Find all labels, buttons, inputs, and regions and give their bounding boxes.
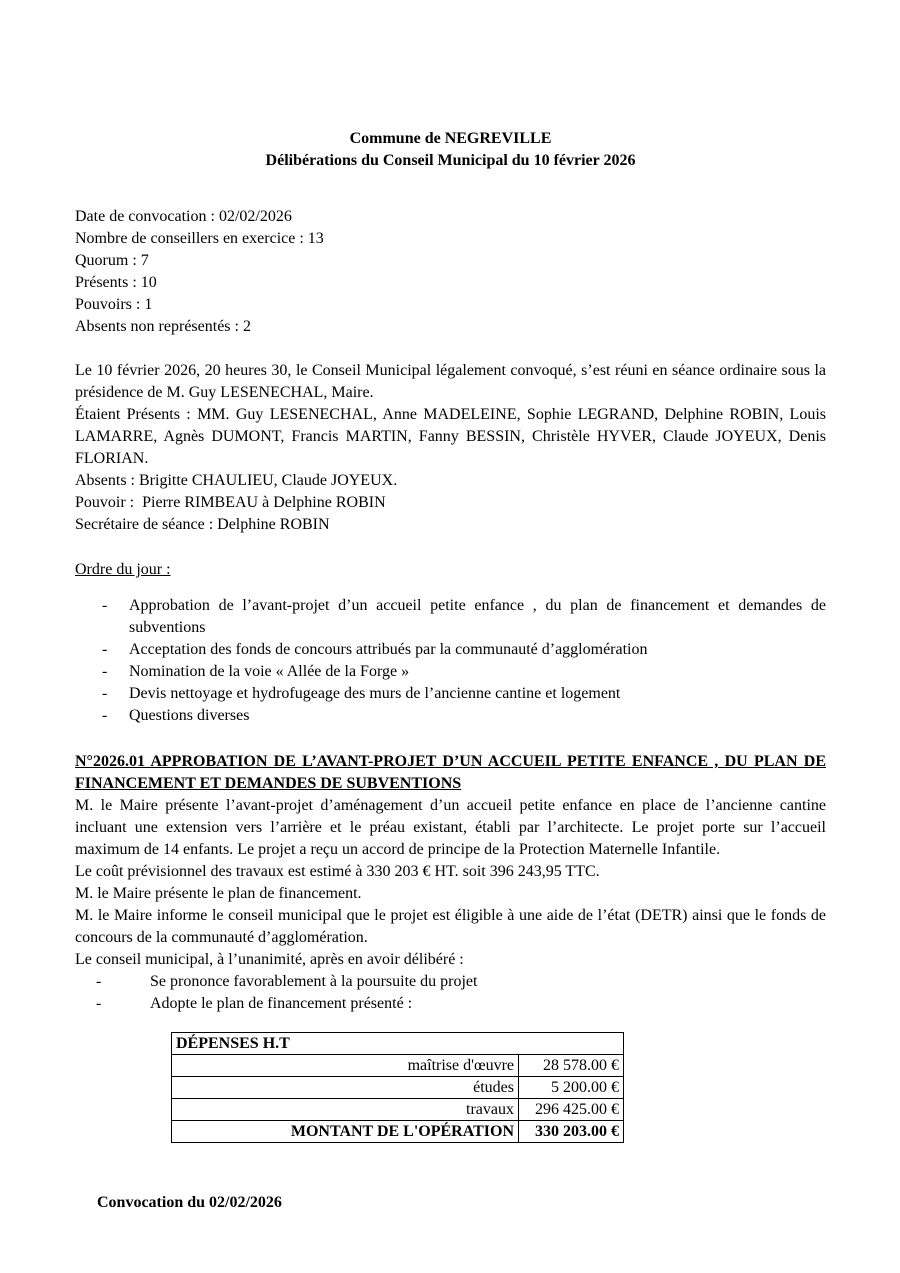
table-header-cell: DÉPENSES H.T xyxy=(172,1033,624,1055)
commune-title: Commune de NEGREVILLE xyxy=(349,130,552,147)
deliberation-paragraph: Le conseil municipal, à l’unanimité, après en avoir délibéré : xyxy=(75,951,464,968)
agenda-item xyxy=(75,639,826,661)
page-footer: Convocation du 02/02/2026 xyxy=(97,1194,282,1211)
agenda-list xyxy=(75,595,826,727)
deliberation-paragraph: M. le Maire présente le plan de financement. xyxy=(75,885,362,902)
deliberation-section xyxy=(75,751,826,1015)
expense-label: maîtrise d'œuvre xyxy=(172,1055,519,1077)
agenda-item xyxy=(75,595,826,639)
intro-seance: Le 10 février 2026, 20 heures 30, le Conseil Municipal légalement convoqué, s’est réuni en séance ordinaire sous la présidence de M. Guy LESENECHAL, Maire. xyxy=(75,362,826,401)
agenda-item-text: Approbation de l’avant-projet d’un accueil petite enfance , du plan de financement et demandes de subventions xyxy=(129,597,826,636)
meta-convocation-date: Date de convocation : 02/02/2026 xyxy=(75,208,292,225)
decision-item-text: Adopte le plan de financement présenté : xyxy=(150,995,413,1012)
agenda-item xyxy=(75,661,826,683)
intro-pouvoir: Pouvoir : Pierre RIMBEAU à Delphine ROBIN xyxy=(75,494,386,511)
meta-pouvoirs: Pouvoirs : 1 xyxy=(75,296,153,313)
decision-list xyxy=(75,971,826,1015)
decision-item xyxy=(75,993,826,1015)
table-row xyxy=(172,1055,624,1077)
bullet-dash: - xyxy=(102,685,108,702)
deliberation-paragraph: Le coût prévisionnel des travaux est estimé à 330 203 € HT. soit 396 243,95 TTC. xyxy=(75,863,600,880)
meta-conseillers-count: Nombre de conseillers en exercice : 13 xyxy=(75,230,324,247)
agenda-section xyxy=(75,559,826,727)
agenda-title: Ordre du jour : xyxy=(75,561,171,578)
expense-amount: 5 200.00 € xyxy=(519,1077,624,1099)
bullet-dash: - xyxy=(96,973,102,990)
total-label: MONTANT DE L'OPÉRATION xyxy=(172,1121,519,1143)
deliberation-paragraph: M. le Maire présente l’avant-projet d’aménagement d’un accueil petite enfance en place de l’ancienne cantine incluant une extension vers l’arrière et le préau existant, établi par l’architecte. Le projet porte sur l’accueil maximum de 14 enfants. Le projet a reçu un accord de principe de la Protection Maternelle Infantile. xyxy=(75,797,826,858)
intro-secretaire: Secrétaire de séance : Delphine ROBIN xyxy=(75,516,330,533)
expense-label: études xyxy=(172,1077,519,1099)
bullet-dash: - xyxy=(102,663,108,680)
intro-presents: Étaient Présents : MM. Guy LESENECHAL, Anne MADELEINE, Sophie LEGRAND, Delphine ROBIN, Louis LAMARRE, Agnès DUMONT, Francis MARTIN, Fanny BESSIN, Christèle HYVER, Claude JOYEUX, Denis FLORIAN. xyxy=(75,406,826,467)
table-row xyxy=(172,1099,624,1121)
table-row xyxy=(172,1077,624,1099)
decision-item xyxy=(75,971,826,993)
document-header xyxy=(75,128,826,172)
expense-amount: 296 425.00 € xyxy=(519,1099,624,1121)
agenda-item-text: Acceptation des fonds de concours attribués par la communauté d’agglomération xyxy=(129,641,648,658)
expense-amount: 28 578.00 € xyxy=(519,1055,624,1077)
bullet-dash: - xyxy=(96,995,102,1012)
agenda-item xyxy=(75,683,826,705)
agenda-item-text: Devis nettoyage et hydrofugeage des murs de l’ancienne cantine et logement xyxy=(129,685,621,702)
table-total-row xyxy=(172,1121,624,1143)
bullet-dash: - xyxy=(102,597,108,614)
table-header-row xyxy=(172,1033,624,1055)
agenda-item xyxy=(75,705,826,727)
intro-absents: Absents : Brigitte CHAULIEU, Claude JOYEUX. xyxy=(75,472,398,489)
expense-label: travaux xyxy=(172,1099,519,1121)
deliberations-title: Délibérations du Conseil Municipal du 10 février 2026 xyxy=(265,152,636,169)
meta-presents: Présents : 10 xyxy=(75,274,157,291)
deliberation-paragraph: M. le Maire informe le conseil municipal que le projet est éligible à une aide de l’état (DETR) ainsi que le fonds de concours de la communauté d’agglomération. xyxy=(75,907,826,946)
bullet-dash: - xyxy=(102,707,108,724)
agenda-item-text: Nomination de la voie « Allée de la Forge » xyxy=(129,663,410,680)
bullet-dash: - xyxy=(102,641,108,658)
meeting-metadata xyxy=(75,206,826,338)
financing-table xyxy=(171,1032,624,1143)
total-amount: 330 203.00 € xyxy=(519,1121,624,1143)
agenda-item-text: Questions diverses xyxy=(129,707,250,724)
meeting-intro xyxy=(75,360,826,536)
meta-quorum: Quorum : 7 xyxy=(75,252,149,269)
decision-item-text: Se prononce favorablement à la poursuite du projet xyxy=(150,973,478,990)
deliberation-title: N°2026.01 APPROBATION DE L’AVANT-PROJET D’UN ACCUEIL PETITE ENFANCE , DU PLAN DE FINANCEMENT ET DEMANDES DE SUBVENTIONS xyxy=(75,753,826,792)
meta-absents: Absents non représentés : 2 xyxy=(75,318,251,335)
